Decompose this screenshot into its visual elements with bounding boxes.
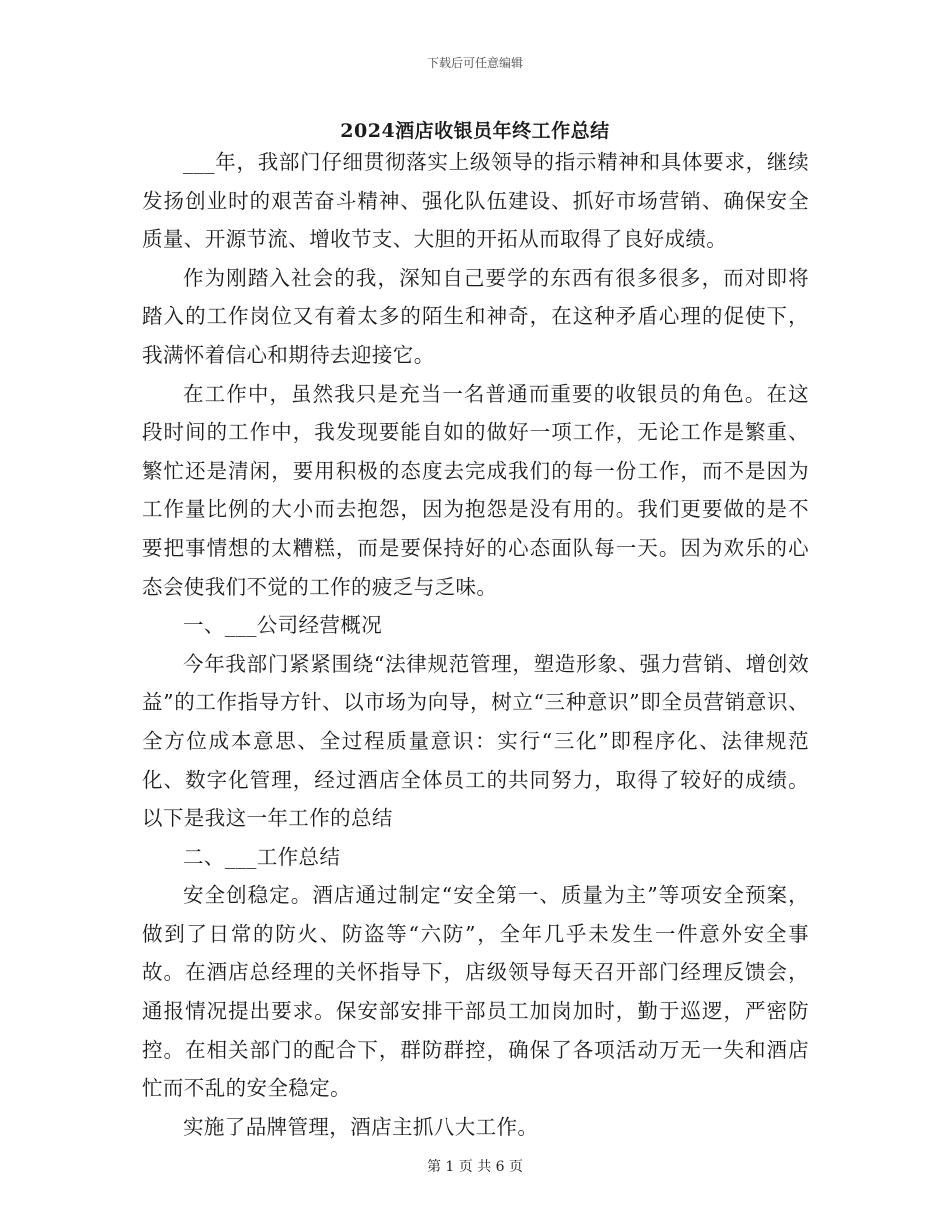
header-note: 下载后可任意编辑 [426, 56, 523, 70]
section-heading-overview: 一、___公司经营概况 [183, 613, 383, 638]
section-heading-summary: 二、___工作总结 [183, 844, 341, 869]
page-number: 第 1 页 共 6 页 [426, 1159, 524, 1175]
paragraph-work-attitude: 在工作中，虽然我只是充当一名普通而重要的收银员的角色。在这段时间的工作中，我发现要能自如的做好一项工作，无论工作是繁重、繁忙还是清闲，要用积极的态度去完成我们的每一份工作，而不是因为工作量比例的大小而去抱怨，因为抱怨是没有用的。我们更要做的是不要把事情想的太糟糕，而是要保持好的心态面队每一天。因为欢乐的心态会使我们不觉的工作的疲乏与乏味。 [142, 381, 809, 599]
document-title: 2024酒店收银员年终工作总结 [340, 120, 610, 142]
document-body [142, 143, 809, 1146]
paragraph-intro: ___年，我部门仔细贯彻落实上级领导的指示精神和具体要求，继续发扬创业时的艰苦奋斗精神、强化队伍建设、抓好市场营销、确保安全质量、开源节流、增收节支、大胆的开拓从而取得了良好成绩。 [142, 150, 809, 252]
paragraph-brand-management: 实施了品牌管理，酒店主抓八大工作。 [183, 1114, 539, 1139]
paragraph-overview: 今年我部门紧紧围绕“法律规范管理，塑造形象、强力营销、增创效益”的工作指导方针、以市场为向导，树立“三种意识”即全员营销意识、全方位成本意思、全过程质量意识：实行“三化”即程序化、法律规范化、数字化管理，经过酒店全体员工的共同努力，取得了较好的成绩。以下是我这一年工作的总结 [142, 651, 809, 831]
paragraph-safety: 安全创稳定。酒店通过制定“安全第一、质量为主”等项安全预案，做到了日常的防火、防盗等“六防”，全年几乎未发生一件意外安全事故。在酒店总经理的关怀指导下，店级领导每天召开部门经理反馈会，通报情况提出要求。保安部安排干部员工加岗加时，勤于巡逻，严密防控。在相关部门的配合下，群防群控，确保了各项活动万无一失和酒店忙而不乱的安全稳定。 [142, 883, 809, 1101]
paragraph-new-employee: 作为刚踏入社会的我，深知自己要学的东西有很多很多，而对即将踏入的工作岗位又有着太多的陌生和神奇，在这种矛盾心理的促使下，我满怀着信心和期待去迎接它。 [142, 265, 809, 367]
